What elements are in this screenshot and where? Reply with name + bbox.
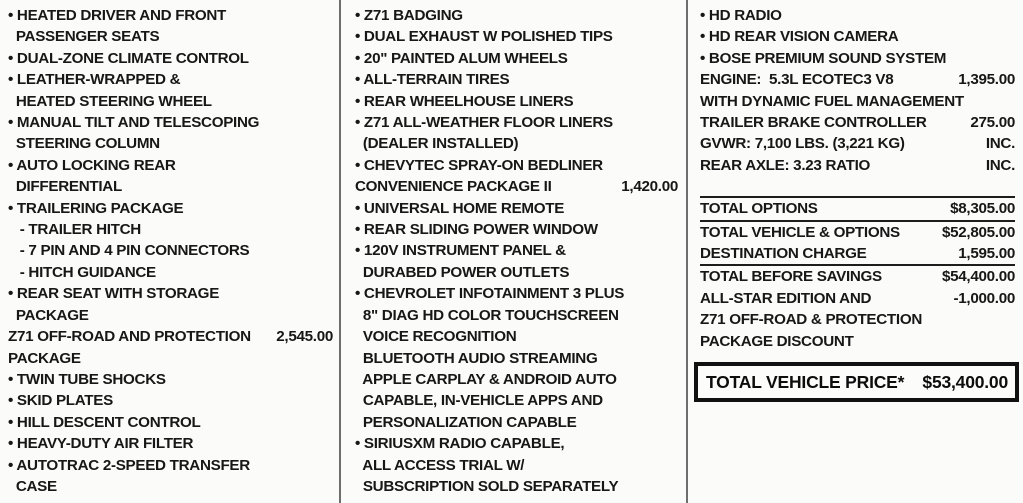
line-item <box>700 112 1015 133</box>
line-item-text: • LEATHER-WRAPPED & <box>8 71 181 89</box>
line-item-text: • MANUAL TILT AND TELESCOPING <box>8 114 260 132</box>
options-list-2 <box>355 5 678 497</box>
line-item <box>355 283 678 304</box>
line-item <box>355 176 678 197</box>
line-item <box>8 369 333 390</box>
line-item-text: • HILL DESCENT CONTROL <box>8 413 201 431</box>
line-item-text: • CHEVYTEC SPRAY-ON BEDLINER <box>355 156 603 174</box>
line-item-text: Z71 OFF-ROAD AND PROTECTION <box>8 328 251 346</box>
line-item-text: APPLE CARPLAY & ANDROID AUTO <box>355 370 617 388</box>
line-item-text: • SIRIUSXM RADIO CAPABLE, <box>355 435 565 453</box>
line-item <box>355 476 678 497</box>
line-item-text: 8" DIAG HD COLOR TOUCHSCREEN <box>355 306 619 324</box>
line-item-text: TOTAL VEHICLE & OPTIONS <box>700 223 900 241</box>
line-item <box>8 433 333 454</box>
line-item-text: • DUAL EXHAUST W POLISHED TIPS <box>355 28 613 46</box>
options-column-2 <box>341 0 686 497</box>
line-item-text: • 20" PAINTED ALUM WHEELS <box>355 49 568 67</box>
line-item <box>8 348 333 369</box>
line-item-price: 1,395.00 <box>958 71 1015 89</box>
line-item-text: REAR AXLE: 3.23 RATIO <box>700 156 871 174</box>
line-item-text: Z71 OFF-ROAD & PROTECTION <box>700 311 923 329</box>
line-item-text: PASSENGER SEATS <box>8 28 160 46</box>
line-item <box>700 133 1015 154</box>
line-item-price: 1,595.00 <box>958 245 1015 263</box>
line-item-text: • HD RADIO <box>700 7 782 24</box>
line-item <box>700 288 1015 309</box>
line-item-text: • REAR WHEELHOUSE LINERS <box>355 92 574 110</box>
line-item-text: DESTINATION CHARGE <box>700 245 867 263</box>
line-item <box>355 219 678 240</box>
line-item-text: • CHEVROLET INFOTAINMENT 3 PLUS <box>355 285 625 303</box>
line-item <box>355 133 678 154</box>
line-item-text: • ALL-TERRAIN TIRES <box>355 71 510 89</box>
line-item-text: - TRAILER HITCH <box>8 221 141 239</box>
line-item-text: • DUAL-ZONE CLIMATE CONTROL <box>8 49 249 67</box>
line-item-text: • HEATED DRIVER AND FRONT <box>8 7 227 24</box>
line-item-price: 1,420.00 <box>621 178 678 196</box>
line-item-text: DIFFERENTIAL <box>8 178 122 196</box>
line-item-price: $8,305.00 <box>950 200 1015 218</box>
line-item <box>8 476 333 497</box>
line-item <box>700 5 1015 26</box>
line-item-text: • 120V INSTRUMENT PANEL & <box>355 242 566 260</box>
line-item <box>700 266 1015 287</box>
line-item-text: • AUTO LOCKING REAR <box>8 156 176 174</box>
line-item-price: $54,400.00 <box>941 268 1015 286</box>
line-item <box>355 91 678 112</box>
line-item <box>355 455 678 476</box>
line-item <box>8 5 333 26</box>
line-item <box>700 91 1015 112</box>
line-item <box>355 240 678 261</box>
line-item <box>8 91 333 112</box>
line-item-text: • REAR SLIDING POWER WINDOW <box>355 221 598 239</box>
line-item <box>8 305 333 326</box>
line-item-text: VOICE RECOGNITION <box>355 328 517 346</box>
line-item <box>700 243 1015 266</box>
line-item <box>8 326 333 347</box>
line-item-text: CONVENIENCE PACKAGE II <box>355 178 552 196</box>
line-item <box>355 5 678 26</box>
line-item-text: CASE <box>8 477 57 495</box>
line-item <box>8 133 333 154</box>
line-item <box>355 369 678 390</box>
line-item <box>355 112 678 133</box>
line-item-text: • Z71 BADGING <box>355 7 463 24</box>
line-item <box>8 112 333 133</box>
line-item-text: • HEAVY-DUTY AIR FILTER <box>8 435 194 453</box>
line-item <box>8 390 333 411</box>
line-item-text: SUBSCRIPTION SOLD SEPARATELY <box>355 477 619 495</box>
total-vehicle-price-value: $53,400.00 <box>922 371 1008 392</box>
options-list-1 <box>8 5 333 497</box>
line-item-text: (DEALER INSTALLED) <box>355 135 519 153</box>
line-item-text: GVWR: 7,100 LBS. (3,221 KG) <box>700 135 905 153</box>
line-item <box>8 219 333 240</box>
total-vehicle-price-label: TOTAL VEHICLE PRICE* <box>706 371 905 392</box>
line-item <box>700 309 1015 330</box>
pricing-list <box>700 5 1015 352</box>
line-item-text: TOTAL BEFORE SAVINGS <box>700 268 882 286</box>
line-item <box>355 69 678 90</box>
line-item-text: • TRAILERING PACKAGE <box>8 199 184 217</box>
line-item-text: STEERING COLUMN <box>8 135 160 153</box>
line-item-text: • HD REAR VISION CAMERA <box>700 28 899 46</box>
line-item <box>8 240 333 261</box>
line-item <box>8 69 333 90</box>
options-column-1 <box>0 0 339 497</box>
line-item-text: • BOSE PREMIUM SOUND SYSTEM <box>700 49 947 67</box>
line-item <box>8 198 333 219</box>
line-item <box>700 331 1015 352</box>
line-item-text: TRAILER BRAKE CONTROLLER <box>700 114 927 132</box>
line-item-text: • SKID PLATES <box>8 392 113 410</box>
line-item <box>8 155 333 176</box>
line-item <box>355 348 678 369</box>
line-item-price: -1,000.00 <box>953 289 1015 307</box>
total-vehicle-price-box <box>694 362 1019 402</box>
line-item <box>355 433 678 454</box>
line-item-text: WITH DYNAMIC FUEL MANAGEMENT <box>700 92 964 110</box>
line-item-price: INC. <box>985 156 1015 174</box>
line-item-price: 2,545.00 <box>276 328 333 346</box>
line-item-text: PACKAGE <box>8 306 89 324</box>
line-item-price: INC. <box>985 135 1015 153</box>
line-item-text: - HITCH GUIDANCE <box>8 263 156 281</box>
line-item <box>8 48 333 69</box>
line-item <box>8 283 333 304</box>
line-item-text: PACKAGE <box>8 349 81 367</box>
line-item-text: • UNIVERSAL HOME REMOTE <box>355 199 565 217</box>
pricing-column <box>688 0 1021 352</box>
line-item-price: 275.00 <box>970 114 1015 132</box>
line-item <box>700 26 1015 47</box>
line-item <box>8 455 333 476</box>
line-item <box>355 26 678 47</box>
line-item-text: HEATED STEERING WHEEL <box>8 92 212 110</box>
line-item <box>355 262 678 283</box>
line-item-text: ALL ACCESS TRIAL W/ <box>355 456 525 474</box>
line-item <box>700 48 1015 69</box>
line-item-text: • TWIN TUBE SHOCKS <box>8 370 166 388</box>
line-item <box>8 412 333 433</box>
line-item <box>8 176 333 197</box>
line-item-text: • REAR SEAT WITH STORAGE <box>8 285 220 303</box>
line-item-text: ENGINE: 5.3L ECOTEC3 V8 <box>700 71 894 89</box>
line-item <box>355 198 678 219</box>
line-item-text: PERSONALIZATION CAPABLE <box>355 413 577 431</box>
line-item <box>355 155 678 176</box>
line-item-text: DURABED POWER OUTLETS <box>355 263 570 281</box>
line-item-text: ALL-STAR EDITION AND <box>700 289 872 307</box>
line-item <box>355 48 678 69</box>
line-item <box>700 222 1015 243</box>
line-item-text: - 7 PIN AND 4 PIN CONNECTORS <box>8 242 250 260</box>
line-item-text: TOTAL OPTIONS <box>700 200 818 218</box>
line-item-text: PACKAGE DISCOUNT <box>700 332 854 350</box>
line-item-text: • AUTOTRAC 2-SPEED TRANSFER <box>8 456 250 474</box>
line-item <box>355 305 678 326</box>
line-item <box>8 26 333 47</box>
line-item-text: CAPABLE, IN-VEHICLE APPS AND <box>355 392 603 410</box>
line-item-text: • Z71 ALL-WEATHER FLOOR LINERS <box>355 114 613 132</box>
line-item <box>700 69 1015 90</box>
line-item <box>355 390 678 411</box>
line-item <box>355 412 678 433</box>
line-item <box>700 155 1015 176</box>
line-item-text: BLUETOOTH AUDIO STREAMING <box>355 349 598 367</box>
line-item-price: $52,805.00 <box>941 223 1015 241</box>
line-item <box>355 326 678 347</box>
line-item <box>8 262 333 283</box>
line-item <box>700 196 1015 221</box>
